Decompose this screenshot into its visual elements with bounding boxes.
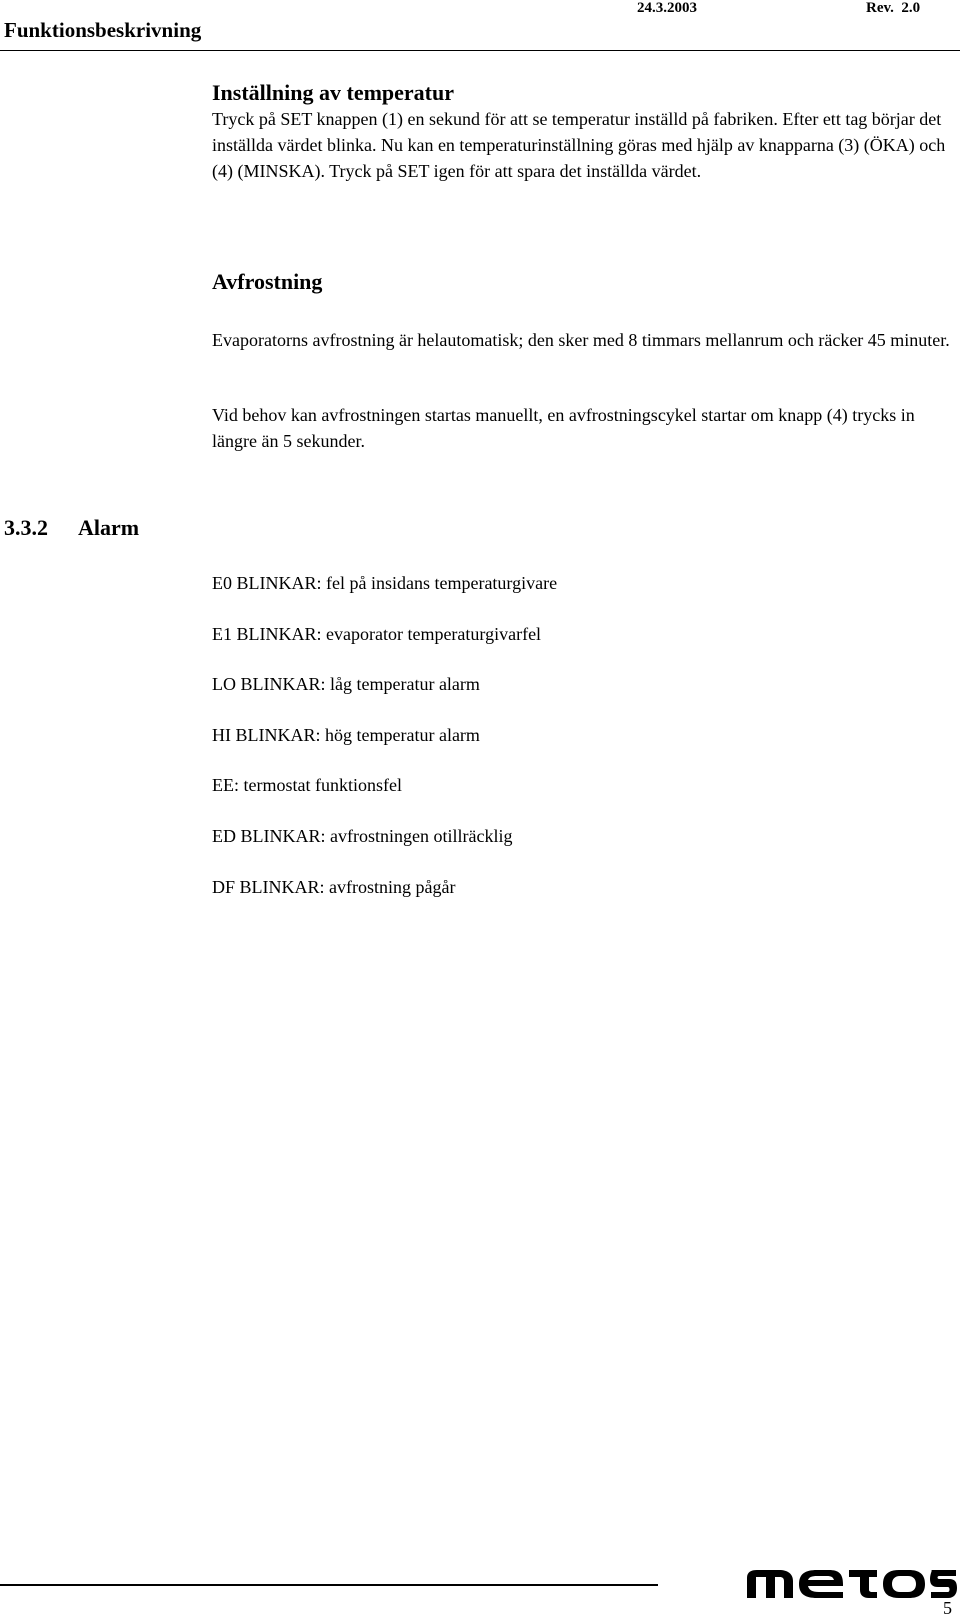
document-title: Funktionsbeskrivning [4, 18, 202, 42]
metos-logo [745, 1568, 957, 1600]
list-item: ED BLINKAR: avfrostningen otillräcklig [212, 825, 513, 846]
section-number: 3.3.2 [4, 515, 48, 540]
header-divider [0, 50, 960, 51]
paragraph-defrost-manual: Vid behov kan avfrostningen startas manuellt, en avfrostningscykel startar om knapp (4) trycks in längre än 5 sekunder. [212, 405, 915, 451]
alarm-code-list [212, 570, 557, 924]
footer-divider [0, 1584, 658, 1586]
section-title: Alarm [78, 515, 140, 540]
header-revision: Rev. 2.0 [866, 0, 921, 16]
paragraph-defrost-auto: Evaporatorns avfrostning är helautomatisk; den sker med 8 timmars mellanrum och räcker 45 minuter. [212, 330, 950, 350]
list-item: E0 BLINKAR: fel på insidans temperaturgivare [212, 573, 558, 593]
section-heading-temperature: Inställning av temperatur [212, 80, 454, 105]
page-number: 5 [943, 1598, 952, 1618]
list-item: HI BLINKAR: hög temperatur alarm [212, 724, 480, 745]
header-date: 24.3.2003 [637, 0, 697, 16]
section-heading-defrost: Avfrostning [212, 269, 323, 294]
alarm-section-heading [4, 515, 139, 541]
paragraph-temperature: Tryck på SET knappen (1) en sekund för att se temperatur inställd på fabriken. Efter ett tag börjar det inställda värdet blinka. Nu kan en temperaturinställning göras med hjälp av knapparna (3) (ÖKA) och (4) (MINSKA). Tryck på SET igen för att spara det inställda värdet. [212, 109, 946, 181]
list-item: EE: termostat funktionsfel [212, 775, 402, 796]
list-item: LO BLINKAR: låg temperatur alarm [212, 674, 480, 695]
list-item: DF BLINKAR: avfrostning pågår [212, 876, 456, 897]
list-item: E1 BLINKAR: evaporator temperaturgivarfel [212, 623, 542, 644]
